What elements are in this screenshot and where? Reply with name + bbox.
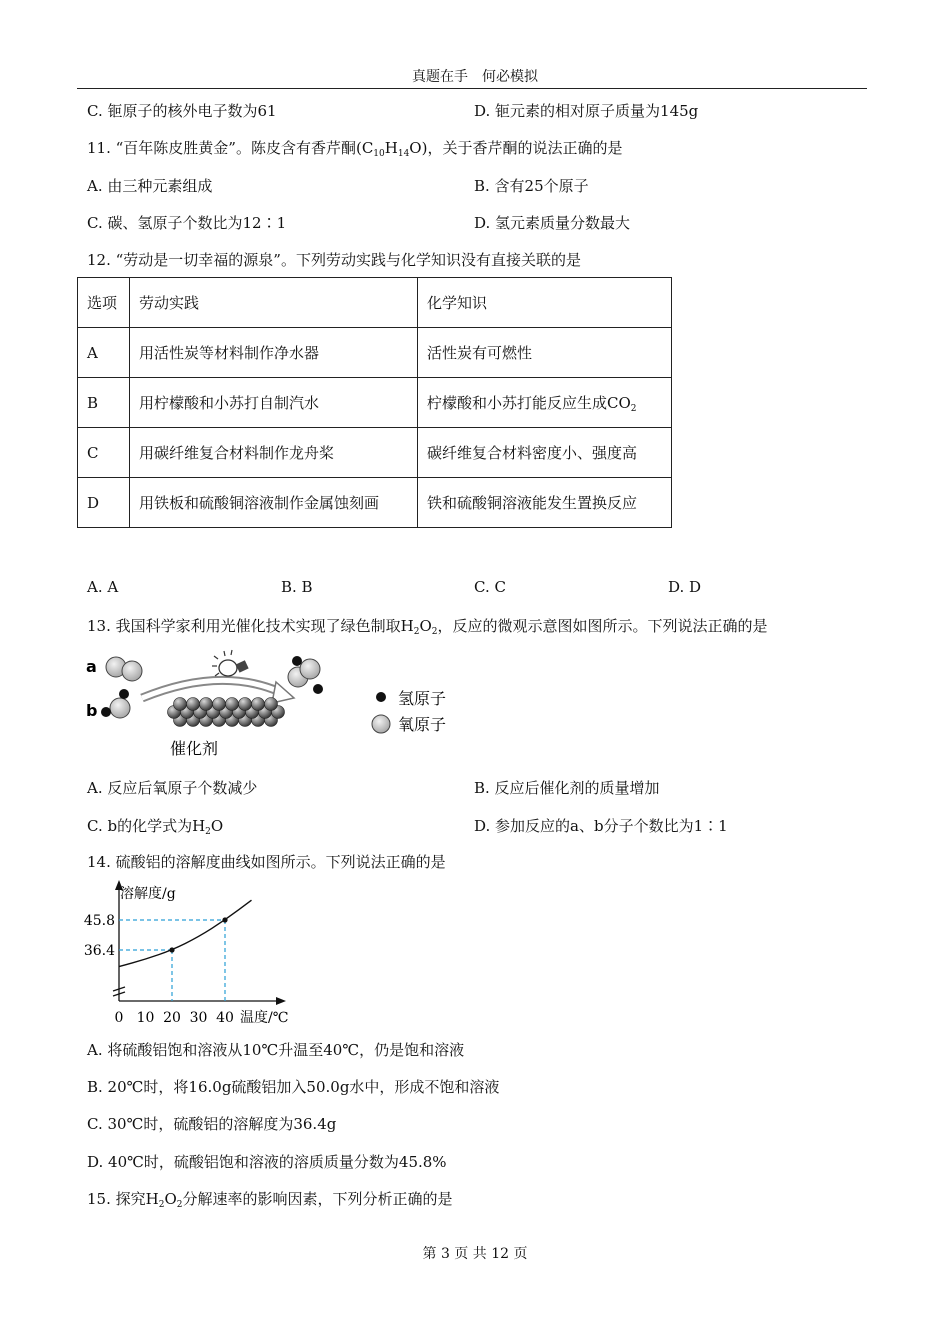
- q12-option-c: C. C: [474, 578, 506, 596]
- table-row: [78, 378, 672, 428]
- table-header-row: [78, 278, 672, 328]
- q13-option-d: D. 参加反应的a、b分子个数比为1∶1: [474, 817, 728, 835]
- x-tick-label: 30: [189, 1010, 208, 1026]
- q13-option-b: B. 反应后催化剂的质量增加: [474, 779, 660, 797]
- table-header-cell: 劳动实践: [130, 278, 418, 328]
- table-header-cell: 选项: [78, 278, 130, 328]
- q12-table: [77, 277, 672, 528]
- legend-oxygen: 氧原子: [398, 715, 447, 734]
- table-row: [78, 478, 672, 528]
- q11-stem: 11. “百年陈皮胜黄金”。陈皮含有香芹酮$(C_{10}H_{14}O)$，关于香芹酮的说法正确的是: [87, 139, 623, 159]
- x-tick-label: 10: [136, 1010, 155, 1026]
- q12-option-a: A. A: [87, 578, 119, 596]
- table-cell-option: D: [78, 478, 130, 528]
- solubility-chart: [80, 876, 310, 1028]
- label-a: a: [86, 657, 97, 676]
- x-tick-label: 0: [114, 1010, 124, 1026]
- table-cell-practice: 用碳纤维复合材料制作龙舟桨: [130, 428, 418, 478]
- x-axis-arrow: [276, 997, 286, 1005]
- catalyst-label: 催化剂: [170, 739, 219, 758]
- q14-option-b: B. 20℃时，将16.0g硫酸铝加入50.0g水中，形成不饱和溶液: [87, 1078, 500, 1096]
- y-tick-label: 36.4: [83, 943, 115, 959]
- data-point: [169, 947, 174, 952]
- hydrogen-legend-icon: [376, 692, 386, 702]
- q12-stem: 12. “劳动是一切幸福的源泉”。下列劳动实践与化学知识没有直接关联的是: [87, 251, 581, 269]
- q13-stem: 13. 我国科学家利用光催化技术实现了绿色制取$H_2O_2$，反应的微观示意图如图所示。下列说法正确的是: [87, 617, 768, 637]
- q11-option-d: D. 氢元素质量分数最大: [474, 214, 631, 232]
- table-cell-practice: 用铁板和硫酸铜溶液制作金属蚀刻画: [130, 478, 418, 528]
- solubility-curve: [119, 900, 252, 966]
- table-row: [78, 328, 672, 378]
- q12-option-b: B. B: [281, 578, 313, 596]
- page-header: 真题在手 何必模拟: [412, 69, 538, 85]
- table-header-cell: 化学知识: [418, 278, 672, 328]
- table-cell-practice: 用柠檬酸和小苏打自制汽水: [130, 378, 418, 428]
- table-cell-option: A: [78, 328, 130, 378]
- table-cell-practice: 用活性炭等材料制作净水器: [130, 328, 418, 378]
- q11-option-b: B. 含有25个原子: [474, 177, 589, 195]
- table-cell-option: C: [78, 428, 130, 478]
- q11-option-c: C. 碳、氢原子个数比为12∶1: [87, 214, 287, 232]
- table-cell-option: B: [78, 378, 130, 428]
- x-tick-label: 40: [216, 1010, 234, 1026]
- x-axis-label: 温度/℃: [240, 1010, 289, 1026]
- label-b: b: [86, 701, 98, 720]
- table-cell-knowledge: 碳纤维复合材料密度小、强度高: [418, 428, 672, 478]
- data-point: [222, 917, 227, 922]
- q11-option-a: A. 由三种元素组成: [87, 177, 213, 195]
- light-bulb-icon: [212, 650, 249, 676]
- q10-option-c: C. 钷原子的核外电子数为61: [87, 102, 277, 120]
- q14-stem: 14. 硫酸铝的溶解度曲线如图所示。下列说法正确的是: [87, 853, 446, 871]
- q14-option-a: A. 将硫酸铝饱和溶液从10℃升温至40℃，仍是饱和溶液: [87, 1041, 465, 1059]
- q14-option-d: D. 40℃时，硫酸铝饱和溶液的溶质质量分数为45.8%: [87, 1153, 447, 1171]
- y-axis-label: 溶解度/g: [120, 886, 176, 902]
- table-cell-knowledge: 铁和硫酸铜溶液能发生置换反应: [418, 478, 672, 528]
- reaction-diagram: [80, 648, 480, 763]
- y-tick-label: 45.8: [83, 913, 115, 929]
- molecule-h2o2: [288, 656, 323, 694]
- molecule-a-o2: [106, 657, 142, 681]
- table-cell-knowledge: 活性炭有可燃性: [418, 328, 672, 378]
- oxygen-legend-icon: [372, 715, 390, 733]
- molecule-b-h2o: [101, 689, 130, 718]
- q13-option-a: A. 反应后氧原子个数减少: [87, 779, 258, 797]
- q14-option-c: C. 30℃时，硫酸铝的溶解度为36.4g: [87, 1115, 337, 1133]
- table-cell-knowledge: 柠檬酸和小苏打能反应生成$CO_2$: [418, 378, 672, 428]
- q12-option-d: D. D: [668, 578, 702, 596]
- legend-hydrogen: 氢原子: [398, 689, 447, 708]
- header-divider: [77, 88, 867, 89]
- x-tick-label: 20: [163, 1010, 181, 1026]
- page-footer: 第 3 页 共 12 页: [422, 1246, 528, 1262]
- q15-stem: 15. 探究$H_2O_2$分解速率的影响因素，下列分析正确的是: [87, 1190, 453, 1210]
- q13-option-c: C. b的化学式为$H_2O$: [87, 817, 224, 837]
- table-row: [78, 428, 672, 478]
- catalyst-particles: [168, 698, 285, 727]
- q10-option-d: D. 钷元素的相对原子质量为145g: [474, 102, 699, 120]
